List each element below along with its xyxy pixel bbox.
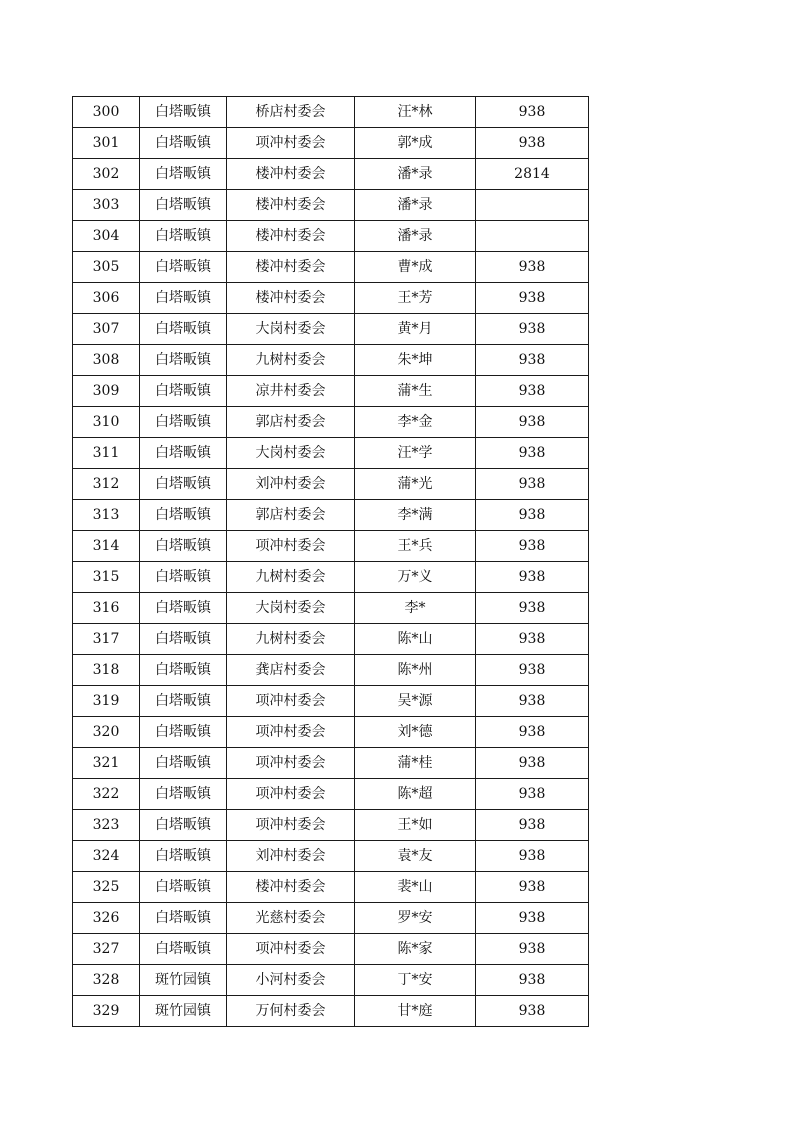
amount-cell: 938	[476, 562, 589, 593]
amount-cell: 938	[476, 686, 589, 717]
table-row	[73, 903, 589, 934]
town-cell: 白塔畈镇	[140, 376, 227, 407]
row-number-cell: 307	[73, 314, 140, 345]
table-row	[73, 996, 589, 1027]
table-row	[73, 221, 589, 252]
row-number-cell: 303	[73, 190, 140, 221]
row-number-cell: 305	[73, 252, 140, 283]
town-cell: 白塔畈镇	[140, 872, 227, 903]
row-number-cell: 308	[73, 345, 140, 376]
table-row	[73, 345, 589, 376]
town-cell: 白塔畈镇	[140, 562, 227, 593]
row-number-cell: 312	[73, 469, 140, 500]
town-cell: 白塔畈镇	[140, 841, 227, 872]
name-cell: 蒲*桂	[355, 748, 476, 779]
amount-cell: 938	[476, 965, 589, 996]
town-cell: 白塔畈镇	[140, 934, 227, 965]
name-cell: 潘*录	[355, 190, 476, 221]
amount-cell: 938	[476, 283, 589, 314]
name-cell: 李*满	[355, 500, 476, 531]
amount-cell: 938	[476, 903, 589, 934]
table-row	[73, 97, 589, 128]
village-committee-cell: 项冲村委会	[227, 934, 355, 965]
name-cell: 汪*林	[355, 97, 476, 128]
town-cell: 白塔畈镇	[140, 469, 227, 500]
table-row	[73, 841, 589, 872]
name-cell: 黄*月	[355, 314, 476, 345]
town-cell: 白塔畈镇	[140, 686, 227, 717]
name-cell: 李*	[355, 593, 476, 624]
name-cell: 王*如	[355, 810, 476, 841]
row-number-cell: 300	[73, 97, 140, 128]
town-cell: 白塔畈镇	[140, 748, 227, 779]
amount-cell: 938	[476, 531, 589, 562]
town-cell: 白塔畈镇	[140, 314, 227, 345]
name-cell: 刘*德	[355, 717, 476, 748]
village-committee-cell: 楼冲村委会	[227, 190, 355, 221]
amount-cell: 2814	[476, 159, 589, 190]
row-number-cell: 328	[73, 965, 140, 996]
row-number-cell: 326	[73, 903, 140, 934]
town-cell: 白塔畈镇	[140, 252, 227, 283]
village-committee-cell: 楼冲村委会	[227, 252, 355, 283]
table-row	[73, 562, 589, 593]
amount-cell: 938	[476, 655, 589, 686]
row-number-cell: 317	[73, 624, 140, 655]
village-committee-cell: 刘冲村委会	[227, 469, 355, 500]
village-committee-cell: 万何村委会	[227, 996, 355, 1027]
village-committee-cell: 项冲村委会	[227, 810, 355, 841]
town-cell: 白塔畈镇	[140, 624, 227, 655]
village-committee-cell: 刘冲村委会	[227, 841, 355, 872]
village-committee-cell: 大岗村委会	[227, 438, 355, 469]
town-cell: 白塔畈镇	[140, 593, 227, 624]
town-cell: 白塔畈镇	[140, 903, 227, 934]
name-cell: 蒲*光	[355, 469, 476, 500]
name-cell: 郭*成	[355, 128, 476, 159]
town-cell: 白塔畈镇	[140, 283, 227, 314]
table-row	[73, 965, 589, 996]
table-row	[73, 128, 589, 159]
row-number-cell: 306	[73, 283, 140, 314]
village-committee-cell: 项冲村委会	[227, 128, 355, 159]
village-committee-cell: 楼冲村委会	[227, 872, 355, 903]
name-cell: 王*芳	[355, 283, 476, 314]
village-committee-cell: 大岗村委会	[227, 314, 355, 345]
village-committee-cell: 小河村委会	[227, 965, 355, 996]
name-cell: 陈*州	[355, 655, 476, 686]
amount-cell: 938	[476, 128, 589, 159]
amount-cell: 938	[476, 593, 589, 624]
row-number-cell: 325	[73, 872, 140, 903]
row-number-cell: 318	[73, 655, 140, 686]
amount-cell: 938	[476, 438, 589, 469]
row-number-cell: 310	[73, 407, 140, 438]
village-committee-cell: 九树村委会	[227, 562, 355, 593]
table-body	[73, 97, 589, 1027]
table-row	[73, 779, 589, 810]
town-cell: 白塔畈镇	[140, 128, 227, 159]
table-row	[73, 252, 589, 283]
amount-cell: 938	[476, 376, 589, 407]
row-number-cell: 319	[73, 686, 140, 717]
amount-cell: 938	[476, 841, 589, 872]
village-committee-cell: 大岗村委会	[227, 593, 355, 624]
row-number-cell: 302	[73, 159, 140, 190]
village-committee-cell: 郭店村委会	[227, 407, 355, 438]
town-cell: 白塔畈镇	[140, 190, 227, 221]
row-number-cell: 327	[73, 934, 140, 965]
table-row	[73, 283, 589, 314]
village-committee-cell: 桥店村委会	[227, 97, 355, 128]
table-row	[73, 500, 589, 531]
town-cell: 白塔畈镇	[140, 221, 227, 252]
town-cell: 斑竹园镇	[140, 965, 227, 996]
name-cell: 裴*山	[355, 872, 476, 903]
name-cell: 潘*录	[355, 221, 476, 252]
town-cell: 斑竹园镇	[140, 996, 227, 1027]
village-committee-cell: 九树村委会	[227, 624, 355, 655]
name-cell: 李*金	[355, 407, 476, 438]
amount-cell: 938	[476, 407, 589, 438]
village-committee-cell: 龚店村委会	[227, 655, 355, 686]
amount-cell: 938	[476, 810, 589, 841]
town-cell: 白塔畈镇	[140, 97, 227, 128]
table-row	[73, 655, 589, 686]
town-cell: 白塔畈镇	[140, 345, 227, 376]
village-committee-cell: 郭店村委会	[227, 500, 355, 531]
village-committee-cell: 楼冲村委会	[227, 159, 355, 190]
village-committee-cell: 项冲村委会	[227, 779, 355, 810]
row-number-cell: 311	[73, 438, 140, 469]
amount-cell: 938	[476, 345, 589, 376]
row-number-cell: 321	[73, 748, 140, 779]
row-number-cell: 323	[73, 810, 140, 841]
table-row	[73, 593, 589, 624]
amount-cell: 938	[476, 314, 589, 345]
row-number-cell: 304	[73, 221, 140, 252]
village-committee-cell: 凉井村委会	[227, 376, 355, 407]
amount-cell: 938	[476, 779, 589, 810]
row-number-cell: 320	[73, 717, 140, 748]
town-cell: 白塔畈镇	[140, 779, 227, 810]
table-row	[73, 407, 589, 438]
name-cell: 潘*录	[355, 159, 476, 190]
subsidy-list-table	[72, 96, 589, 1027]
row-number-cell: 309	[73, 376, 140, 407]
town-cell: 白塔畈镇	[140, 500, 227, 531]
name-cell: 丁*安	[355, 965, 476, 996]
village-committee-cell: 项冲村委会	[227, 686, 355, 717]
name-cell: 汪*学	[355, 438, 476, 469]
table-row	[73, 624, 589, 655]
town-cell: 白塔畈镇	[140, 407, 227, 438]
name-cell: 袁*友	[355, 841, 476, 872]
table-row	[73, 810, 589, 841]
village-committee-cell: 项冲村委会	[227, 748, 355, 779]
table-row	[73, 686, 589, 717]
table-row	[73, 531, 589, 562]
village-committee-cell: 九树村委会	[227, 345, 355, 376]
amount-cell: 938	[476, 996, 589, 1027]
amount-cell: 938	[476, 252, 589, 283]
table-row	[73, 469, 589, 500]
row-number-cell: 315	[73, 562, 140, 593]
village-committee-cell: 楼冲村委会	[227, 221, 355, 252]
amount-cell	[476, 221, 589, 252]
name-cell: 蒲*生	[355, 376, 476, 407]
table-row	[73, 717, 589, 748]
name-cell: 陈*山	[355, 624, 476, 655]
amount-cell: 938	[476, 872, 589, 903]
name-cell: 罗*安	[355, 903, 476, 934]
name-cell: 朱*坤	[355, 345, 476, 376]
name-cell: 吴*源	[355, 686, 476, 717]
table-row	[73, 159, 589, 190]
table-row	[73, 438, 589, 469]
row-number-cell: 329	[73, 996, 140, 1027]
village-committee-cell: 楼冲村委会	[227, 283, 355, 314]
amount-cell: 938	[476, 934, 589, 965]
row-number-cell: 314	[73, 531, 140, 562]
name-cell: 曹*成	[355, 252, 476, 283]
name-cell: 陈*家	[355, 934, 476, 965]
table-row	[73, 934, 589, 965]
table-row	[73, 376, 589, 407]
village-committee-cell: 项冲村委会	[227, 717, 355, 748]
town-cell: 白塔畈镇	[140, 717, 227, 748]
village-committee-cell: 光慈村委会	[227, 903, 355, 934]
town-cell: 白塔畈镇	[140, 159, 227, 190]
name-cell: 甘*庭	[355, 996, 476, 1027]
town-cell: 白塔畈镇	[140, 655, 227, 686]
table-row	[73, 314, 589, 345]
name-cell: 陈*超	[355, 779, 476, 810]
row-number-cell: 313	[73, 500, 140, 531]
amount-cell: 938	[476, 469, 589, 500]
amount-cell: 938	[476, 624, 589, 655]
amount-cell: 938	[476, 748, 589, 779]
table-row	[73, 748, 589, 779]
amount-cell	[476, 190, 589, 221]
row-number-cell: 322	[73, 779, 140, 810]
row-number-cell: 316	[73, 593, 140, 624]
amount-cell: 938	[476, 97, 589, 128]
name-cell: 万*义	[355, 562, 476, 593]
village-committee-cell: 项冲村委会	[227, 531, 355, 562]
row-number-cell: 324	[73, 841, 140, 872]
amount-cell: 938	[476, 717, 589, 748]
table-row	[73, 190, 589, 221]
town-cell: 白塔畈镇	[140, 438, 227, 469]
amount-cell: 938	[476, 500, 589, 531]
table-row	[73, 872, 589, 903]
name-cell: 王*兵	[355, 531, 476, 562]
row-number-cell: 301	[73, 128, 140, 159]
town-cell: 白塔畈镇	[140, 531, 227, 562]
town-cell: 白塔畈镇	[140, 810, 227, 841]
